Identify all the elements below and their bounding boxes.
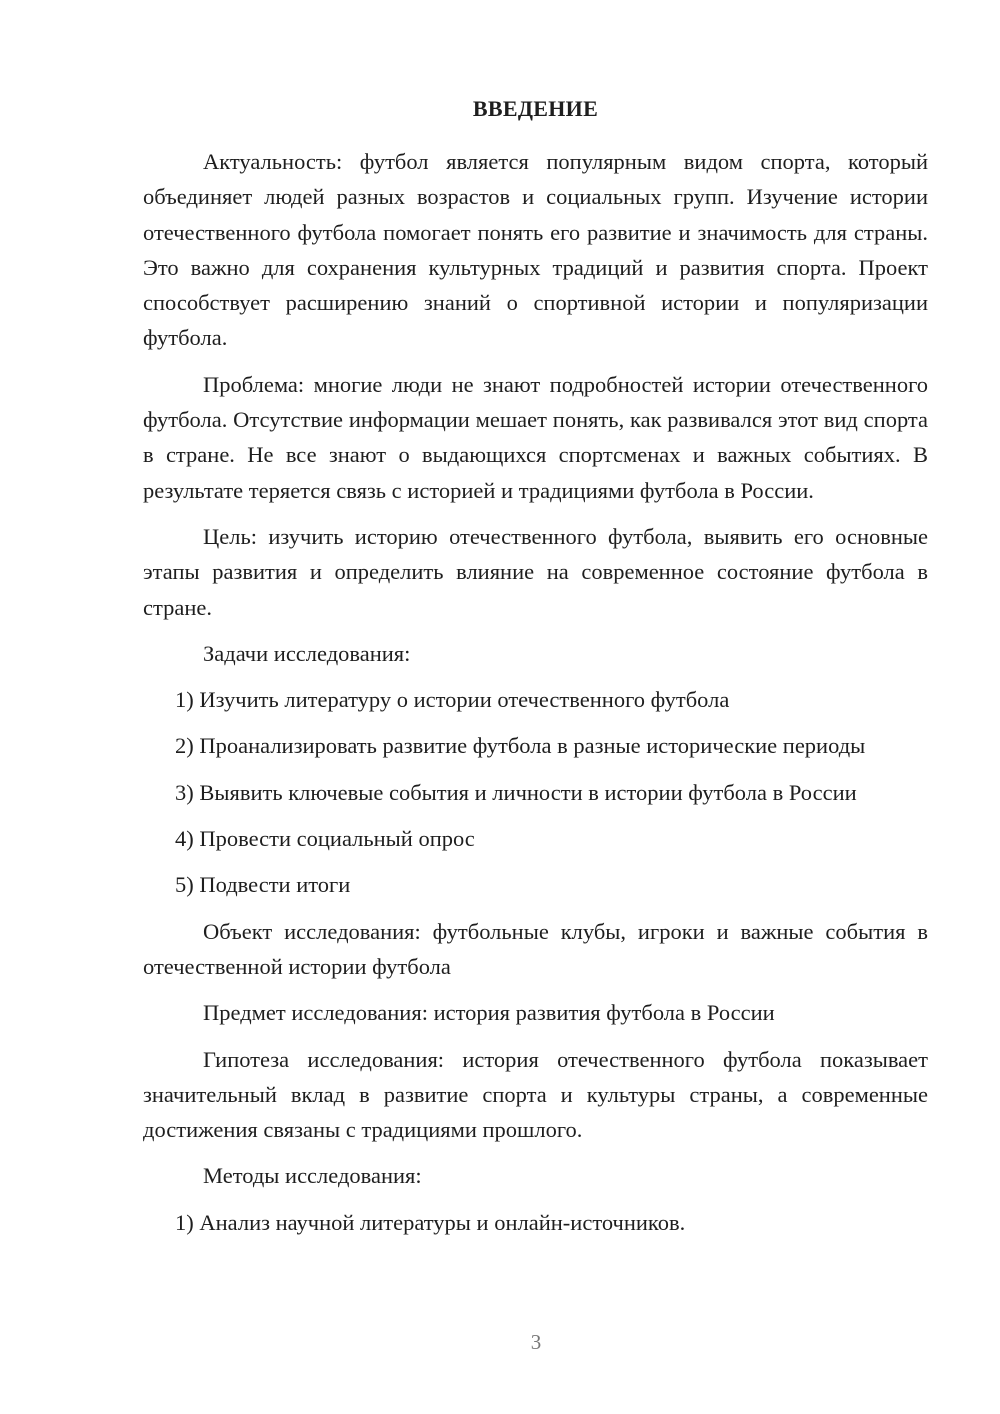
relevance-paragraph: Актуальность: футбол является популярным видом спорта, который объединяет людей разных возрастов и социальных групп. Изучение истории отечественного футбола помогает понять его развитие и значимость для страны. Это важно для сохранения культурных традиций и развития спорта. Проект способствует расширению знаний о спортивной истории и популяризации футбола. [143, 149, 928, 351]
problem-paragraph: Проблема: многие люди не знают подробностей истории отечественного футбола. Отсутствие информации мешает понять, как развивался этот вид спорта в стране. Не все знают о выдающихся спортсменах и важных событиях. В результате теряется связь с историей и традициями футбола в России. [143, 371, 928, 503]
task-item: 5) Подвести итоги [175, 872, 351, 898]
section-heading: ВВЕДЕНИЕ [472, 96, 599, 121]
task-item: 2) Проанализировать развитие футбола в разные исторические периоды [175, 733, 866, 759]
task-item: 4) Провести социальный опрос [175, 826, 475, 852]
page-number: 3 [530, 1330, 542, 1354]
object-paragraph: Объект исследования: футбольные клубы, игроки и важные события в отечественной истории футбола [143, 918, 928, 979]
task-item: 3) Выявить ключевые события и личности в истории футбола в России [175, 779, 857, 805]
task-item: 1) Изучить литературу о истории отечественного футбола [175, 687, 730, 713]
method-item: 1) Анализ научной литературы и онлайн-источников. [175, 1209, 686, 1235]
subject-paragraph: Предмет исследования: история развития футбола в России [203, 1000, 775, 1026]
methods-title: Методы исследования: [203, 1163, 422, 1189]
document-page [143, 94, 928, 1251]
hypothesis-paragraph: Гипотеза исследования: история отечественного футбола показывает значительный вклад в развитие спорта и культуры страны, а современные достижения связаны с традициями прошлого. [143, 1046, 928, 1143]
tasks-title: Задачи исследования: [203, 640, 411, 666]
goal-paragraph: Цель: изучить историю отечественного футбола, выявить его основные этапы развития и определить влияние на современное состояние футбола в стране. [143, 523, 928, 620]
